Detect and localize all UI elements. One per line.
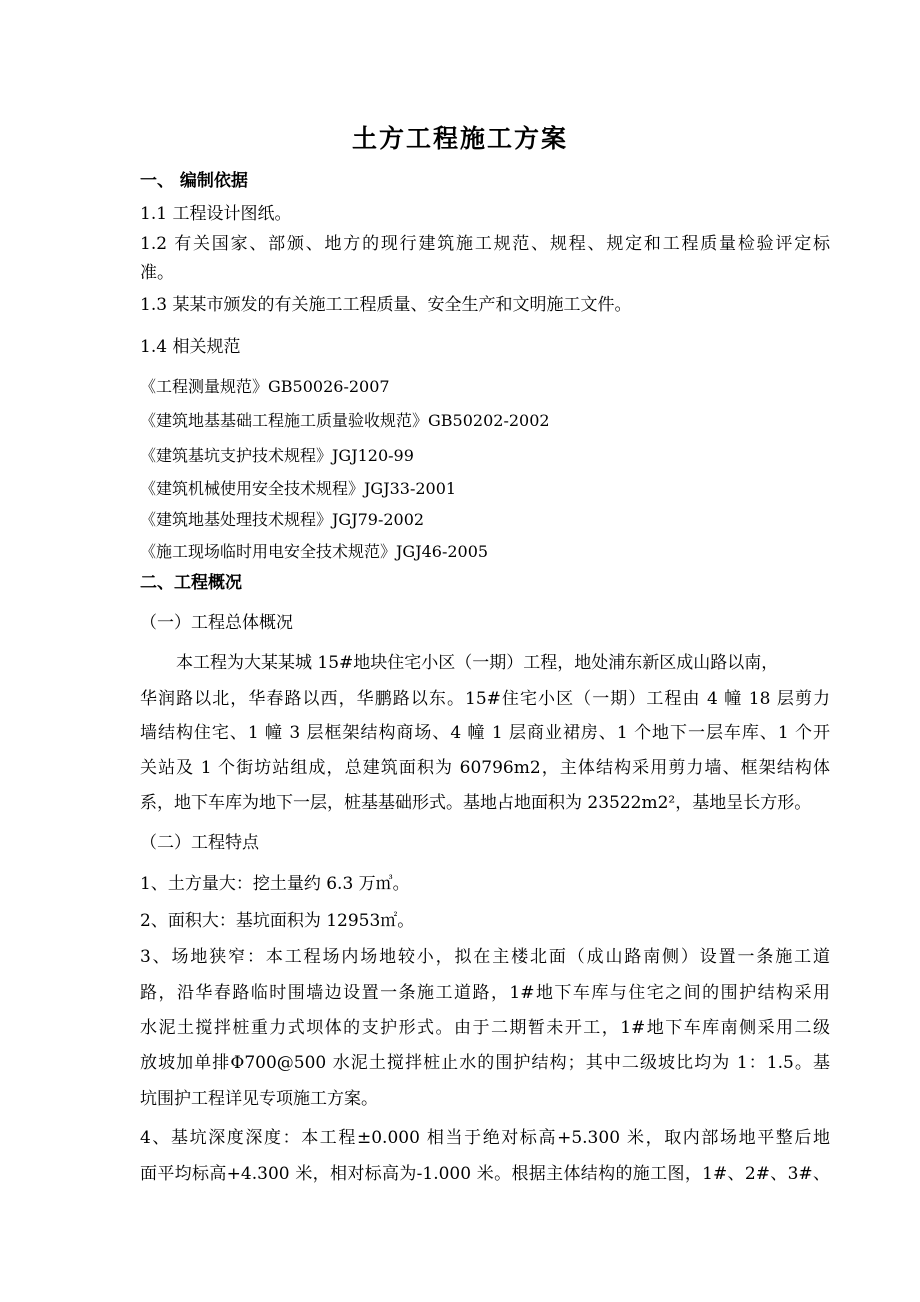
standard-item: 《建筑机械使用安全技术规程》JGJ33-2001: [140, 479, 457, 498]
standard-item: 《建筑基坑支护技术规程》JGJ120-99: [140, 446, 414, 465]
text-line: 1.1 工程设计图纸。: [140, 204, 292, 224]
text-line: 水泥土搅拌桩重力式坝体的支护形式。由于二期暂未开工，1#地下车库南侧采用二级: [140, 1018, 830, 1038]
subsection-heading: （二）工程特点: [140, 833, 259, 853]
standard-item: 《建筑地基基础工程施工质量验收规范》GB50202-2002: [140, 411, 550, 430]
text-line: 1.3 某某市颁发的有关施工工程质量、安全生产和文明施工文件。: [140, 295, 632, 315]
text-line: 本工程为大某某城 15#地块住宅小区（一期）工程，地处浦东新区成山路以南，: [176, 653, 779, 673]
text-line: 关站及 1 个街坊站组成，总建筑面积为 60796m2，主体结构采用剪力墙、框架结构体: [140, 758, 830, 778]
text-line: 面平均标高+4.300 米，相对标高为-1.000 米。根据主体结构的施工图，1#、2#、3#、: [140, 1164, 830, 1184]
section-heading-basis: 一、 编制依据: [140, 171, 248, 191]
subsection-heading: （一）工程总体概况: [140, 613, 293, 633]
standard-item: 《施工现场临时用电安全技术规范》JGJ46-2005: [140, 542, 489, 561]
text-line: 放坡加单排Φ700@500 水泥土搅拌桩止水的围护结构；其中二级坡比均为 1：1.5。基: [140, 1053, 830, 1073]
text-line: 2、面积大：基坑面积为 12953㎡。: [140, 911, 415, 931]
text-line: 坑围护工程详见专项施工方案。: [140, 1089, 378, 1109]
text-line: 1、土方量大：挖土量约 6.3 万㎥。: [140, 874, 410, 894]
text-line: 3、场地狭窄：本工程场内场地较小，拟在主楼北面（成山路南侧）设置一条施工道: [140, 947, 830, 967]
text-line: 华润路以北，华春路以西，华鹏路以东。15#住宅小区（一期）工程由 4 幢 18 层剪力: [140, 689, 830, 709]
text-line: 路，沿华春路临时围墙边设置一条施工道路，1#地下车库与住宅之间的围护结构采用: [140, 983, 830, 1003]
text-line: 1.2 有关国家、部颁、地方的现行建筑施工规范、规程、规定和工程质量检验评定标: [140, 234, 830, 254]
text-line: 准。: [140, 263, 174, 283]
text-line: 1.4 相关规范: [140, 337, 241, 357]
text-line: 4、基坑深度深度：本工程±0.000 相当于绝对标高+5.300 米，取内部场地平整后地: [140, 1128, 830, 1148]
section-heading-overview: 二、工程概况: [140, 573, 242, 593]
document-title: 土方工程施工方案: [351, 124, 568, 153]
standard-item: 《建筑地基处理技术规程》JGJ79-2002: [140, 510, 425, 529]
standard-item: 《工程测量规范》GB50026-2007: [140, 377, 390, 396]
text-line: 系，地下车库为地下一层，桩基基础形式。基地占地面积为 23522m2²，基地呈长方形。: [140, 793, 812, 813]
text-line: 墙结构住宅、1 幢 3 层框架结构商场、4 幢 1 层商业裙房、1 个地下一层车库、1 个开: [140, 723, 830, 743]
